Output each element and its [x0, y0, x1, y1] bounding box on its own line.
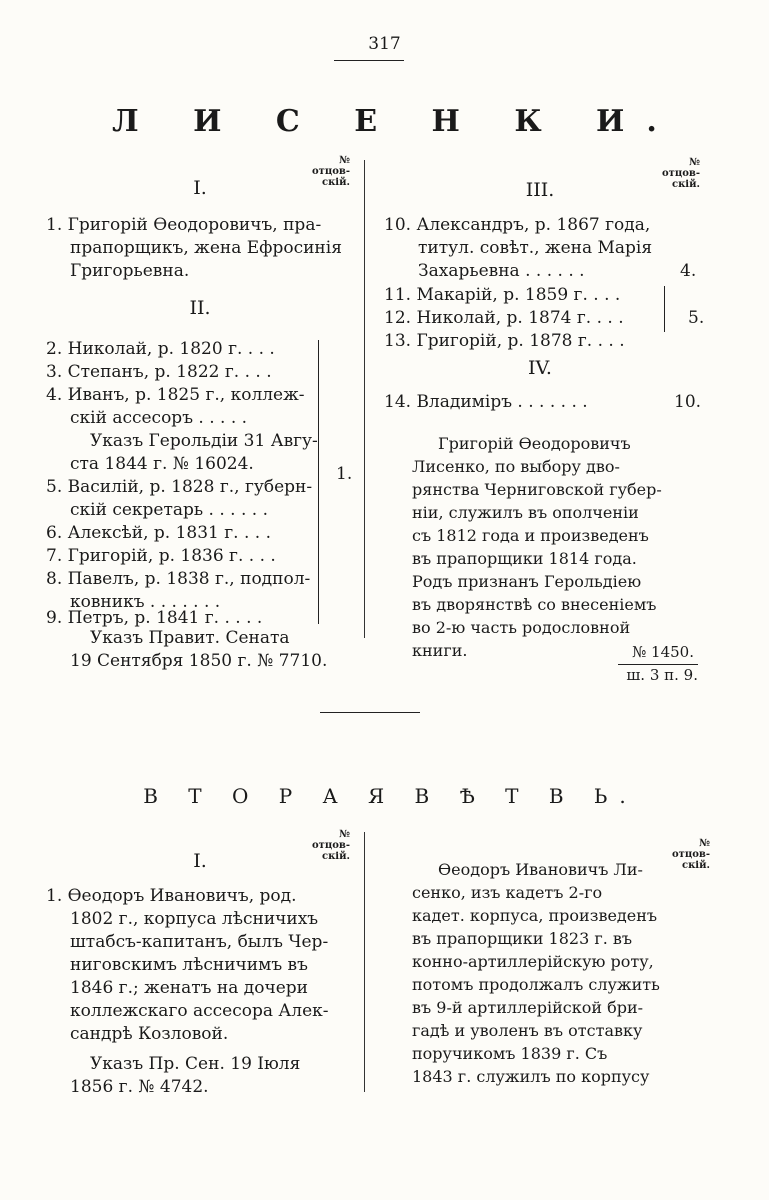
entry-14-number: 10. [674, 392, 702, 412]
column-divider-1 [364, 160, 365, 638]
entry-11: 11. Макарій, р. 1859 г. . . . [384, 285, 621, 305]
bio-2-line: конно-артиллерійскую роту, [412, 952, 654, 971]
reference-location: ш. 3 п. 9. [626, 666, 698, 684]
group-number-1: 1. [336, 464, 353, 484]
roman-numeral-4: IV. [528, 357, 552, 379]
bio-1-line: рянства Черниговской губер- [412, 480, 662, 499]
column-divider-2 [364, 832, 365, 1092]
bio-1-line: въ прапорщики 1814 года. [412, 549, 637, 568]
roman-numeral-2: II. [189, 297, 211, 319]
entry-4-decree-1: Указъ Герольдіи 31 Авгу- [90, 431, 318, 451]
entry-1-line-3: Григорьевна. [70, 261, 190, 281]
bio-2-line: въ 9-й артиллерійской бри- [412, 998, 644, 1017]
bio-1-line: Григорій Ѳеодоровичъ [438, 434, 631, 453]
entry-b1-line-1: 1. Ѳеодоръ Ивановичъ, род. [46, 886, 297, 906]
decree-1850-line-2: 19 Сентября 1850 г. № 7710. [70, 651, 328, 671]
entry-8-line-1: 8. Павелъ, р. 1838 г., подпол- [46, 569, 311, 589]
entry-1-line-1: 1. Григорій Ѳеодоровичъ, пра- [46, 215, 322, 235]
bio-1-line: во 2-ю часть родословной [412, 618, 631, 637]
entry-b1-line-3: штабсъ-капитанъ, былъ Чер- [70, 932, 329, 952]
roman-numeral-3: III. [525, 179, 555, 201]
entry-b1-line-6: коллежскаго ассесора Алек- [70, 1001, 329, 1021]
column-note-right: № отцов- скій. [661, 157, 700, 190]
entry-b1-line-7: сандрѣ Козловой. [70, 1024, 229, 1044]
biography-paragraph-2 [412, 858, 694, 1088]
entry-4-line-1: 4. Иванъ, р. 1825 г., коллеж- [46, 385, 305, 405]
decree-1856-line-1: Указъ Пр. Сен. 19 Іюля [90, 1054, 301, 1074]
entry-5-line-2: скій секретарь . . . . . . [70, 500, 268, 520]
decree-1850-line-1: Указъ Правит. Сената [90, 628, 290, 648]
page-number: 317 [368, 34, 401, 54]
column-note-right-2: № отцов- скій. [671, 838, 710, 871]
bio-1-line: съ 1812 года и произведенъ [412, 526, 649, 545]
entry-4-line-2: скій ассесоръ . . . . . [70, 408, 248, 428]
section-divider [320, 712, 420, 713]
bio-2-line: кадет. корпуса, произведенъ [412, 906, 658, 925]
entry-6: 6. Алексѣй, р. 1831 г. . . . [46, 523, 271, 543]
page-title: Л И С Е Н К И. [112, 104, 679, 139]
bio-2-line: въ прапорщики 1823 г. въ [412, 929, 633, 948]
bio-2-line: поручикомъ 1839 г. Съ [412, 1044, 608, 1063]
entry-5-line-1: 5. Василій, р. 1828 г., губерн- [46, 477, 313, 497]
bio-2-line: сенко, изъ кадетъ 2-го [412, 883, 603, 902]
bio-2-line: 1843 г. служилъ по корпусу [412, 1067, 650, 1086]
reference-number: № 1450. [632, 643, 694, 661]
group-bracket-right [660, 286, 665, 332]
column-note-left: № отцов- скій. [311, 155, 350, 188]
entry-8-line-2: ковникъ . . . . . . . [70, 592, 221, 612]
entry-b1-line-4: ниговскимъ лѣсничимъ въ [70, 955, 308, 975]
entry-10-line-1: 10. Александръ, р. 1867 года, [384, 215, 651, 235]
bio-2-line: Ѳеодоръ Ивановичъ Ли- [438, 860, 643, 879]
bio-1-line: ніи, служилъ въ ополченіи [412, 503, 639, 522]
entry-b1-line-5: 1846 г.; женатъ на дочери [70, 978, 308, 998]
entry-10-number: 4. [680, 261, 697, 281]
bio-1-line: Родъ признанъ Герольдіею [412, 572, 642, 591]
roman-numeral-1: I. [193, 177, 207, 199]
entry-1-line-2: прапорщикъ, жена Ефросинія [70, 238, 342, 258]
entry-10-line-3: Захарьевна . . . . . . [418, 261, 585, 281]
entry-b1-line-2: 1802 г., корпуса лѣсничихъ [70, 909, 319, 929]
bio-1-line: книги. [412, 641, 468, 660]
entry-9: 9. Петръ, р. 1841 г. . . . . [46, 608, 263, 628]
entry-4-decree-2: ста 1844 г. № 16024. [70, 454, 254, 474]
entry-12: 12. Николай, р. 1874 г. . . . [384, 308, 624, 328]
bio-1-line: Лисенко, по выбору дво- [412, 457, 620, 476]
entry-10-line-2: титул. совѣт., жена Марія [418, 238, 653, 258]
entry-7: 7. Григорій, р. 1836 г. . . . [46, 546, 276, 566]
roman-numeral-5: I. [193, 850, 207, 872]
decree-1856-line-2: 1856 г. № 4742. [70, 1077, 209, 1097]
entry-14: 14. Владиміръ . . . . . . . [384, 392, 588, 412]
second-branch-title: В Т О Р А Я В Ѣ Т В Ь. [143, 784, 638, 808]
group-bracket-left [314, 340, 319, 624]
entry-13: 13. Григорій, р. 1878 г. . . . [384, 331, 625, 351]
entry-2: 2. Николай, р. 1820 г. . . . [46, 339, 275, 359]
bio-2-line: гадѣ и уволенъ въ отставку [412, 1021, 643, 1040]
biography-paragraph-1 [412, 432, 687, 662]
page-number-rule [334, 60, 404, 61]
bio-2-line: потомъ продолжалъ служить [412, 975, 660, 994]
entry-3: 3. Степанъ, р. 1822 г. . . . [46, 362, 272, 382]
bio-1-line: въ дворянствѣ со внесеніемъ [412, 595, 657, 614]
column-note-left-2: № отцов- скій. [311, 829, 350, 862]
reference-rule [618, 664, 698, 665]
group-number-2: 5. [688, 308, 705, 328]
